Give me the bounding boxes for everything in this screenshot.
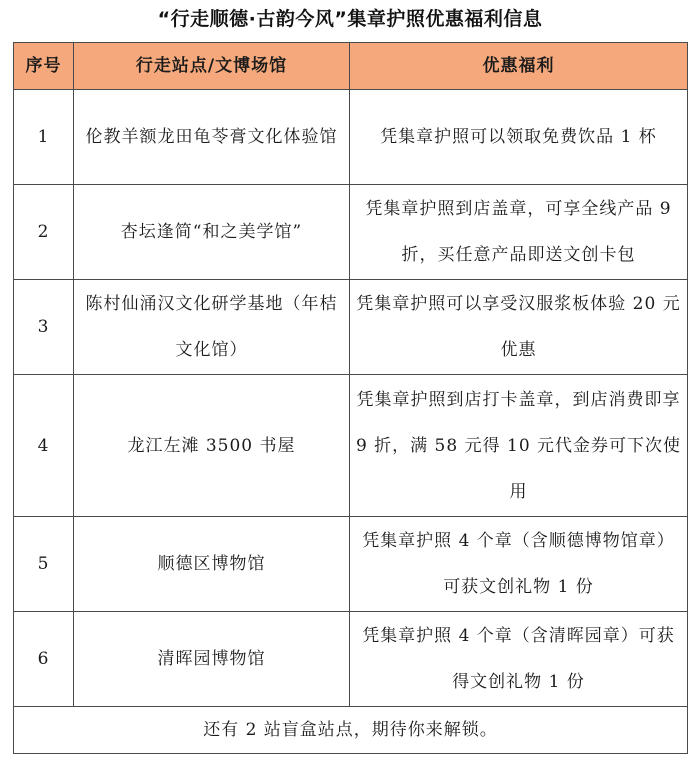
- row-benefit: 凭集章护照到店盖章，可享全线产品 9 折，买任意产品即送文创卡包: [350, 185, 688, 280]
- row-benefit: 凭集章护照 4 个章（含顺德博物馆章）可获文创礼物 1 份: [350, 517, 688, 612]
- table-footer-row: [14, 707, 688, 754]
- row-station: 伦教羊额龙田龟苓膏文化体验馆: [74, 90, 350, 185]
- row-benefit: 凭集章护照 4 个章（含清晖园章）可获得文创礼物 1 份: [350, 612, 688, 707]
- header-index: 序号: [14, 43, 74, 90]
- row-station: 龙江左滩 3500 书屋: [74, 375, 350, 517]
- header-station: 行走站点/文博场馆: [74, 43, 350, 90]
- row-benefit: 凭集章护照到店打卡盖章，到店消费即享 9 折，满 58 元得 10 元代金券可下次使用: [350, 375, 688, 517]
- row-station: 顺德区博物馆: [74, 517, 350, 612]
- page-title: “行走顺德·古韵今风”集章护照优惠福利信息: [157, 8, 543, 30]
- row-index: 6: [14, 612, 74, 707]
- row-benefit: 凭集章护照可以享受汉服浆板体验 20 元优惠: [350, 280, 688, 375]
- footer-note: 还有 2 站盲盒站点，期待你来解锁。: [14, 707, 688, 754]
- table-row: [14, 185, 688, 280]
- row-index: 1: [14, 90, 74, 185]
- table-row: [14, 517, 688, 612]
- table-row: [14, 375, 688, 517]
- row-index: 4: [14, 375, 74, 517]
- row-index: 3: [14, 280, 74, 375]
- header-benefit: 优惠福利: [350, 43, 688, 90]
- table-row: [14, 90, 688, 185]
- table-row: [14, 280, 688, 375]
- table-header-row: [14, 43, 688, 90]
- row-station: 杏坛逢简“和之美学馆”: [74, 185, 350, 280]
- row-station: 清晖园博物馆: [74, 612, 350, 707]
- row-station: 陈村仙涌汉文化研学基地（年桔文化馆）: [74, 280, 350, 375]
- row-benefit: 凭集章护照可以领取免费饮品 1 杯: [350, 90, 688, 185]
- row-index: 2: [14, 185, 74, 280]
- table-row: [14, 612, 688, 707]
- row-index: 5: [14, 517, 74, 612]
- benefits-table: [13, 42, 688, 754]
